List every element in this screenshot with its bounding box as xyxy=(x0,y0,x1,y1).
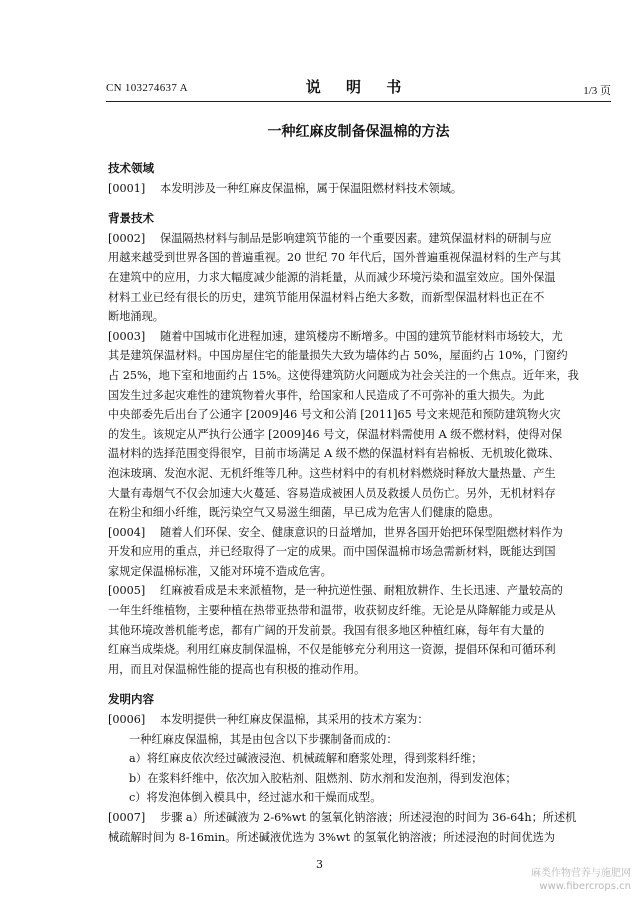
section-heading-background: 背景技术 xyxy=(108,211,154,226)
section-heading-summary: 发明内容 xyxy=(108,692,154,707)
paragraph-number: [0002] xyxy=(108,231,146,245)
paragraph-line: 大量有毒烟气不仅会加速大火蔓延、容易造成被困人员及救援人员伤亡。另外，无机材料存 xyxy=(108,486,556,500)
patent-number: CN 103274637 A xyxy=(106,82,188,94)
paragraph-line: 械疏解时间为 8-16min。所述碱液优选为 3%wt 的氢氧化钠溶液；所述浸泡的时间优选为 xyxy=(108,830,556,844)
paragraph-number: [0005] xyxy=(108,584,146,598)
paragraph-number: [0001] xyxy=(108,181,146,195)
paragraph-number: [0007] xyxy=(108,811,146,824)
paragraph-line: 一年生纤维植物，主要种植在热带亚热带和温带，收获韧皮纤维。无论是从降解能力或是从 xyxy=(108,604,556,618)
watermark-site-name: 麻类作物营养与施肥网 xyxy=(531,868,631,879)
paragraph-line: 的发生。该规定从严执行公通字 [2009]46 号文，保温材料需使用 A 级不燃材料，使得对保 xyxy=(108,427,563,441)
paragraph-0003 xyxy=(108,327,622,523)
paragraph-line: 国发生过多起灾难性的建筑物着火事件，给国家和人民造成了不可弥补的重大损失。为此 xyxy=(108,388,545,402)
paragraph-line: 材料工业已经有很长的历史，建筑节能用保温材料占绝大多数，而新型保温材料也正在不 xyxy=(108,290,545,304)
document-title: 一种红麻皮制备保温棉的方法 xyxy=(267,124,450,140)
paragraph-0006 xyxy=(108,710,622,808)
paragraph-number: [0006] xyxy=(108,713,146,727)
paragraph-line: 泡沫玻璃、发泡水泥、无机纤维等几种。这些材料中的有机材料燃烧时释放大量热量、产生 xyxy=(108,466,556,480)
paragraph-line: 开发和应用的重点，并已经取得了一定的成果。而中国保温棉市场急需新材料，既能达到国 xyxy=(108,545,556,559)
page-number: 3 xyxy=(316,858,323,871)
paragraph-line: 本发明涉及一种红麻皮保温棉，属于保温阻燃材料技术领域。 xyxy=(160,181,463,195)
paragraph-line: 在建筑中的应用，力求大幅度减少能源的消耗量，从而减少环境污染和温室效应。国外保温 xyxy=(108,270,556,284)
paragraph-0005 xyxy=(108,581,622,679)
step-c: c）将发泡体倒入模具中，经过滤水和干燥而成型。 xyxy=(129,791,382,805)
site-watermark xyxy=(531,867,631,893)
paragraph-line: 其是建筑保温材料。中国房屋住宅的能量损失大致为墙体约占 50%，屋面约占 10%，门窗约 xyxy=(108,349,568,363)
paragraph-0004 xyxy=(108,523,622,582)
paragraph-line: 一种红麻皮保温棉，其是由包含以下步骤制备而成的： xyxy=(129,732,398,746)
paragraph-line: 步骤 a）所述碱液为 2-6%wt 的氢氧化钠溶液；所述浸泡的时间为 36-64h；所述机 xyxy=(160,811,577,824)
watermark-url: www.fibercrops.cn xyxy=(539,881,631,892)
paragraph-number: [0004] xyxy=(108,525,146,539)
step-b: b）在浆料纤维中，依次加入胶粘剂、阻燃剂、防水剂和发泡剂，得到发泡体； xyxy=(129,771,517,785)
document-body xyxy=(108,159,622,847)
paragraph-0002 xyxy=(108,229,622,327)
paragraph-number: [0003] xyxy=(108,329,146,343)
paragraph-line: 占 25%，地下室和地面约占 15%。这使得建筑防火问题成为社会关注的一个焦点。近年来，我 xyxy=(108,368,579,382)
header-divider xyxy=(106,101,611,102)
step-a: a）将红麻皮依次经过碱液浸泡、机械疏解和磨浆处理，得到浆料纤维； xyxy=(129,752,483,766)
paragraph-line: 其他环境改善机能考虑，都有广阔的开发前景。我国有很多地区种植红麻，每年有大量的 xyxy=(108,623,545,637)
section-heading-technical-field: 技术领域 xyxy=(108,161,154,175)
paragraph-line: 中央部委先后出台了公通字 [2009]46 号文和公消 [2011]65 号文来规范和预防建筑物火灾 xyxy=(108,408,561,422)
paragraph-0001 xyxy=(108,179,622,199)
paragraph-line: 随着中国城市化进程加速，建筑楼房不断增多。中国的建筑节能材料市场较大，尤 xyxy=(160,329,563,343)
paragraph-line: 本发明提供一种红麻皮保温棉，其采用的技术方案为： xyxy=(160,713,429,727)
document-type: 说 明 书 xyxy=(305,78,412,96)
paragraph-line: 在粉尘和细小纤维，既污染空气又易滋生细菌，早已成为危害人们健康的隐患。 xyxy=(108,506,500,520)
paragraph-line: 用，而且对保温棉性能的提高也有积极的推动作用。 xyxy=(108,662,366,676)
paragraph-line: 断地涌现。 xyxy=(108,310,164,324)
paragraph-line: 温材料的选择范围变得很窄，目前市场满足 A 级不燃的保温材料有岩棉板、无机玻化微珠、 xyxy=(108,447,560,461)
paragraph-line: 红麻被看成是未来派植物，是一种抗逆性强、耐粗放耕作、生长迅速、产量较高的 xyxy=(160,584,563,598)
paragraph-line: 随着人们环保、安全、健康意识的日益增加，世界各国开始把环保型阻燃材料作为 xyxy=(160,525,563,539)
paragraph-line: 家规定保温棉标准，又能对环境不造成危害。 xyxy=(108,564,332,578)
paragraph-line: 保温隔热材料与制品是影响建筑节能的一个重要因素。建筑保温材料的研制与应 xyxy=(160,231,552,245)
paragraph-line: 红麻当成柴烧。利用红麻皮制保温棉，不仅是能够充分利用这一资源，提倡环保和可循环利 xyxy=(108,643,556,657)
page-header xyxy=(106,76,611,98)
paragraph-line: 用越来越受到世界各国的普遍重视。20 世纪 70 年代后，国外普遍重视保温材料的生产与其 xyxy=(108,251,562,265)
page-of-total: 1/3 页 xyxy=(583,85,611,97)
paragraph-0007 xyxy=(108,808,622,847)
